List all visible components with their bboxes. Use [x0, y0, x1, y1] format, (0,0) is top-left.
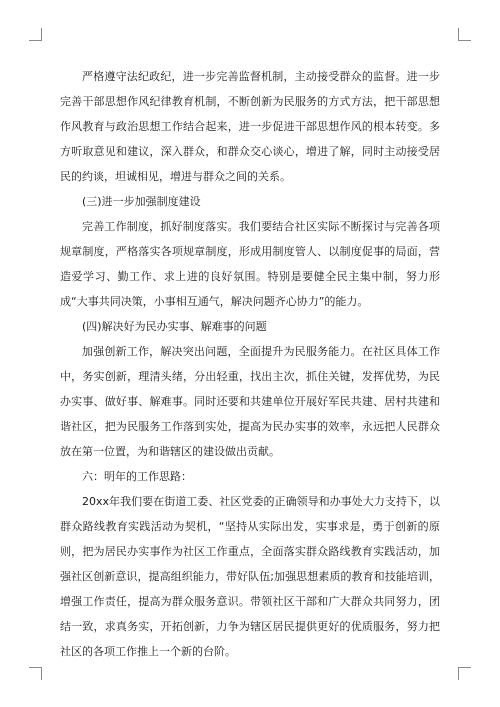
paragraph-innovation: 加强创新工作，解决突出问题，全面提升为民服务能力。在社区具体工作中，务实创新，理清头绪，分出轻重，找出主次，抓住关键，发挥优势，为民办实事、做好事、解难事。同时还要和共建单位开展好军民共建、居村共建和谐社区，把为民服务工作落到实处，提高为民办实事的效率，永远把人民群众放在第一位置，为和谐辖区的建设做出贡献。 — [60, 345, 440, 458]
crop-mark-top-right — [458, 28, 471, 41]
crop-mark-top-left — [29, 28, 42, 41]
heading-next-year-plan: 六：明年的工作思路： — [82, 470, 192, 483]
crop-mark-bottom-left — [29, 667, 42, 680]
paragraph-work-system: 完善工作制度，抓好制度落实。我们要结合社区实际不断探讨与完善各项规章制度，严格落实各项规章制度，形成用制度管人、以制度促事的局面，营造爱学习、勤工作、求上进的良好氛围。特别是要健全民主集中制，努力形成“大事共同决策，小事相互通气，解决问题齐心协力”的能力。 — [60, 220, 440, 308]
document-body — [60, 64, 440, 664]
paragraph-next-year: 20xx年我们要在街道工委、社区党委的正确领导和办事处大力支持下，以群众路线教育实践活动为契机，“坚持从实际出发，实事求是，勇于创新的原则，把为居民办实事作为社区工作重点，全面落实群众路线教育实践活动，加强社区创新意识，提高组织能力，带好队伍;加强思想素质的教育和技能培训，增强工作责任，提高为群众服务意识。带领社区干部和广大群众共同努力，团结一致，求真务实，开拓创新，力争为辖区居民提供更好的优质服务，努力把社区的各项工作推上一个新的台阶。 — [60, 495, 440, 658]
heading-practical-matters: (四)解决好为民办实事、解难事的问题 — [82, 320, 267, 333]
heading-system-building: (三)进一步加强制度建设 — [82, 195, 201, 208]
crop-mark-bottom-right — [458, 667, 471, 680]
paragraph-supervision: 严格遵守法纪政纪，进一步完善监督机制，主动接受群众的监督。进一步完善干部思想作风纪律教育机制，不断创新为民服务的方式方法，把干部思想作风教育与政治思想工作结合起来，进一步促进干部思想作风的根本转变。多方听取意见和建议，深入群众，和群众交心谈心，增进了解，同时主动接受居民的约谈，坦诚相见，增进与群众之间的关系。 — [60, 70, 440, 183]
